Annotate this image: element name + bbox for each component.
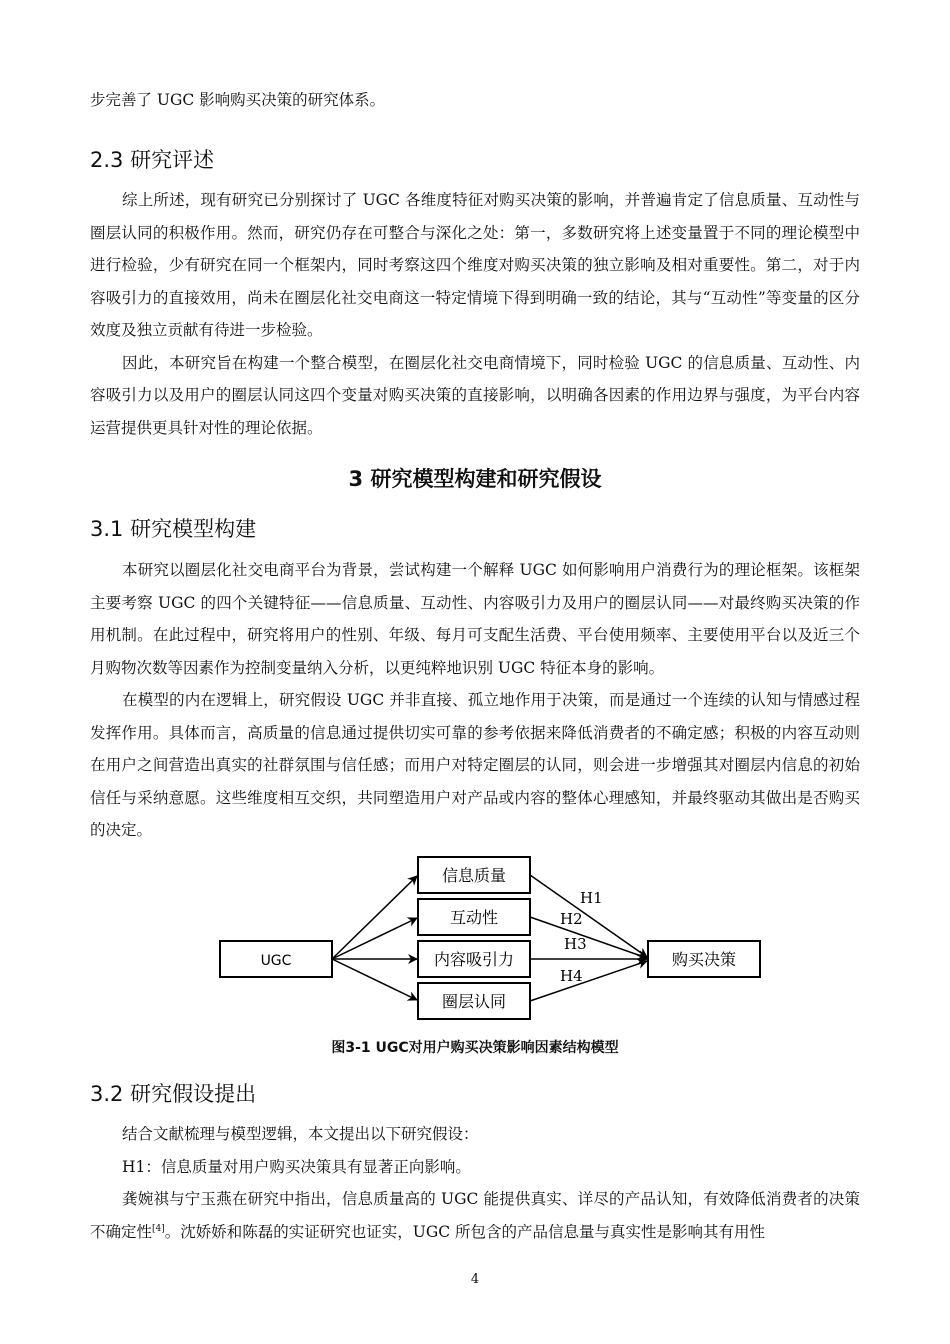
section-heading-2-3: 2.3 研究评述 [90,148,215,172]
citation-ref[interactable]: [4] [152,1223,165,1234]
hypothesis-label-h3: H3 [564,935,587,953]
mediator-label: 信息质量 [441,866,507,885]
source-label: UGC [260,953,292,969]
paragraph: 结合文献梳理与模型逻辑，本文提出以下研究假设： [122,1125,479,1143]
continued-paragraph: 步完善了 UGC 影响购买决策的研究体系。 [90,91,386,109]
mediator-label: 互动性 [449,908,499,927]
paragraph: 因此，本研究旨在构建一个整合模型，在圈层化社交电商情境下，同时检验 UGC 的信息质量、互动性、内容吸引力以及用户的圈层认同这四个变量对购买决策的直接影响，以明确各因素的作用边界与强度，为平台内容运营提供更具针对性的理论依据。 [90,353,860,437]
arrow-h2 [530,917,647,958]
hypothesis-label-h2: H2 [560,910,583,928]
paragraph: 本研究以圈层化社交电商平台为背景，尝试构建一个解释 UGC 如何影响用户消费行为的理论框架。该框架主要考察 UGC 的四个关键特征——信息质量、互动性、内容吸引力及用户的圈层认同——对最终购买决策的作用机制。在此过程中，研究将用户的性别、年级、每月可支配生活费、平台使用频率、主要使用平台以及近三个月购物次数等因素作为控制变量纳入分析，以更纯粹地识别 UGC 特征本身的影响。 [90,561,860,677]
paragraph-text: 。沈娇娇和陈磊的实证研究也证实，UGC 所包含的产品信息量与真实性是影响其有用性 [164,1222,765,1241]
paragraph [90,1183,860,1248]
section-3-2-body [90,1118,860,1248]
mediator-label: 圈层认同 [441,992,507,1011]
hypothesis-label-h4: H4 [560,967,583,985]
hypothesis-label-h1: H1 [580,889,603,907]
paragraph: 综上所述，现有研究已分别探讨了 UGC 各维度特征对购买决策的影响，并普遍肯定了信息质量、互动性与圈层认同的积极作用。然而，研究仍存在可整合与深化之处：第一，多数研究将上述变量置于不同的理论模型中进行检验，少有研究在同一个框架内，同时考察这四个维度对购买决策的独立影响及相对重要性。第二，对于内容吸引力的直接效用，尚未在圈层化社交电商这一特定情境下得到明确一致的结论，其与“互动性”等变量的区分效度及独立贡献有待进一步检验。 [90,191,860,339]
arrow-h4 [530,961,647,1001]
paragraph: 在模型的内在逻辑上，研究假设 UGC 并非直接、孤立地作用于决策，而是通过一个连续的认知与情感过程发挥作用。具体而言，高质量的信息通过提供切实可靠的参考依据来降低消费者的不确定感；积极的内容互动则在用户之间营造出真实的社群氛围与信任感；而用户对特定圈层的认同，则会进一步增强其对圈层内信息的初始信任与采纳意愿。这些维度相互交织，共同塑造用户对产品或内容的整体心理感知，并最终驱动其做出是否购买的决定。 [90,691,860,839]
figure-caption: 图3-1 UGC对用户购买决策影响因素结构模型 [331,1040,619,1056]
chapter-title: 3 研究模型构建和研究假设 [348,467,602,491]
arrow-ugc-to-info-quality [332,876,417,959]
paragraph-text: 龚婉祺与宁玉燕在研究中指出，信息质量高的 UGC 能提供真实、详尽的产品认知，有效降低消费者的决策不确定性 [90,1190,860,1241]
arrow-ugc-to-circle-identity [332,959,417,1000]
target-label: 购买决策 [671,950,737,969]
hypothesis-h1-statement: H1：信息质量对用户购买决策具有显著正向影响。 [122,1157,471,1176]
mediator-label: 内容吸引力 [433,950,515,969]
section-heading-3-1: 3.1 研究模型构建 [90,517,257,541]
section-heading-3-2: 3.2 研究假设提出 [90,1082,257,1106]
arrow-ugc-to-interactivity [332,918,417,959]
arrow-h1 [530,875,647,957]
page-number: 4 [470,1272,480,1287]
